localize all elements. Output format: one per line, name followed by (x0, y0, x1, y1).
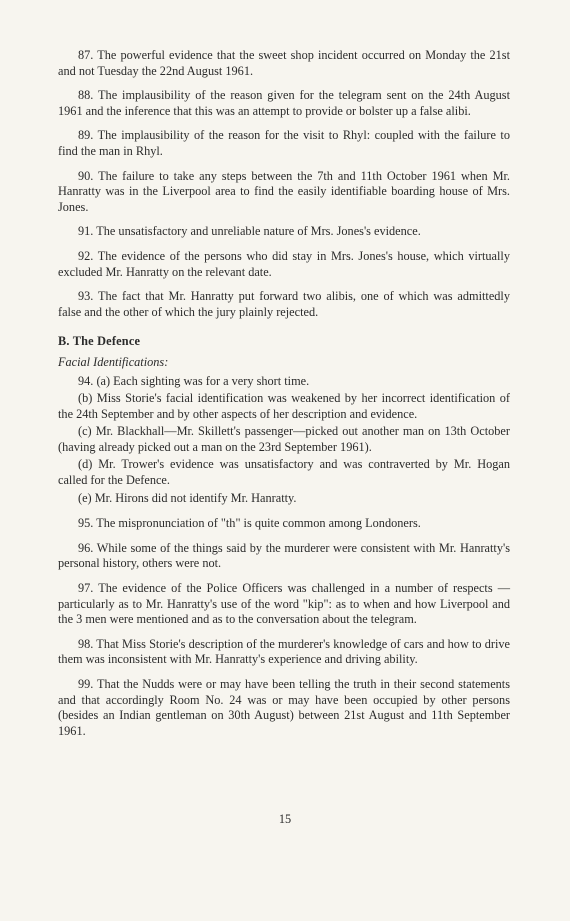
paragraph-90: 90. The failure to take any steps between the 7th and 11th October 1961 when Mr. Hanratty was in the Liverpool area to find the easily identifiable boarding house of Mrs. Jones. (58, 168, 510, 214)
section-heading: B. The Defence (58, 334, 141, 349)
page-number: 15 (278, 812, 292, 826)
paragraph-88: 88. The implausibility of the reason given for the telegram sent on the 24th August 1961 and the inference that this was an attempt to provide or bolster up a false alibi. (58, 88, 510, 118)
paragraph-89: 89. The implausibility of the reason for the visit to Rhyl: coupled with the failure to find the man in Rhyl. (58, 128, 510, 158)
paragraph-87: 87. The powerful evidence that the sweet shop incident occurred on Monday the 21st and not Tuesday the 22nd August 1961. (58, 48, 510, 78)
paragraph-92: 92. The evidence of the persons who did stay in Mrs. Jones's house, which virtually excluded Mr. Hanratty on the relevant date. (58, 248, 510, 279)
paragraph-98: 98. That Miss Storie's description of the murderer's knowledge of cars and how to drive them was inconsistent with Mr. Hanratty's experience and driving ability. (58, 636, 510, 667)
list-item: (e) Mr. Hirons did not identify Mr. Hanratty. (78, 490, 297, 505)
document-page (58, 48, 510, 748)
paragraph-99: 99. That the Nudds were or may have been telling the truth in their second statements and that accordingly Room No. 24 was or may have been occupied by other persons (besides an Indian gentleman on 30th August) between 21st August and 11th September 1961. (58, 677, 510, 738)
paragraph-97: 97. The evidence of the Police Officers was challenged in a number of respects —particularly as to Mr. Hanratty's use of the word "kip": as to when and how Liverpool and the 3 men were mentioned and as to the conversation about the telegram. (58, 581, 510, 627)
list-item: 94. (a) Each sighting was for a very short time. (78, 373, 310, 388)
paragraph-91: 91. The unsatisfactory and unreliable nature of Mrs. Jones's evidence. (78, 224, 421, 239)
paragraph-93: 93. The fact that Mr. Hanratty put forward two alibis, one of which was admittedly false and the other of which the jury plainly rejected. (58, 289, 510, 319)
section-subheading: Facial Identifications: (58, 354, 169, 369)
paragraph-95: 95. The mispronunciation of "th" is quite common among Londoners. (78, 516, 421, 531)
list-item: (b) Miss Storie's facial identification was weakened by her incorrect identification of the 24th September and by other aspects of her description and evidence. (58, 391, 510, 421)
paragraph-96: 96. While some of the things said by the murderer were consistent with Mr. Hanratty's personal history, others were not. (58, 540, 510, 571)
list-item: (d) Mr. Trower's evidence was unsatisfactory and was contraverted by Mr. Hogan called for the Defence. (58, 457, 510, 488)
list-item: (c) Mr. Blackhall—Mr. Skillett's passenger—picked out another man on 13th October (having already picked out a man on the 23rd September 1961). (58, 424, 510, 454)
facial-identifications-list (58, 374, 510, 507)
